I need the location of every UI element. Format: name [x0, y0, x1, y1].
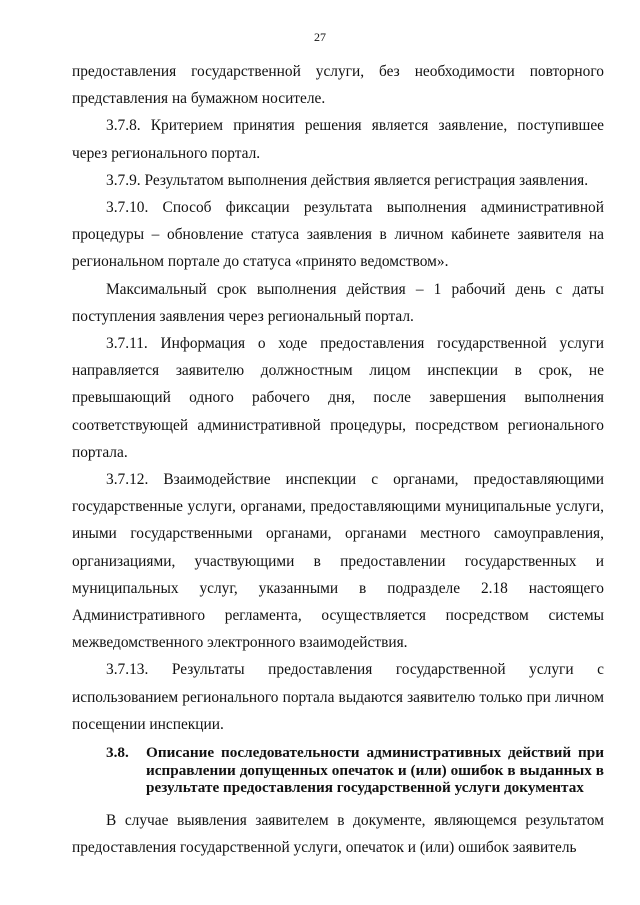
page-number: 27 — [314, 30, 326, 44]
paragraph-final: В случае выявления заявителем в документе, являющемся результатом предоставления государственной услуги, опечаток и (или) ошибок заявитель — [72, 811, 604, 856]
paragraph-max-term: Максимальный срок выполнения действия – 1 рабочий день с даты поступления заявления через региональный портал. — [72, 280, 604, 325]
section-heading-3-8 — [72, 744, 604, 797]
paragraph-3-7-12: 3.7.12. Взаимодействие инспекции с органами, предоставляющими государственные услуги, органами, предоставляющими муниципальные услуги, иными государственными органами, органами местного самоуправления, организациями, участвующими в предоставлении государственных и муниципальных услуг, указанными в подразделе 2.18 настоящего Административного регламента, осуществляется посредством системы межведомственного электронного взаимодействия. — [72, 471, 604, 652]
paragraph-3-7-11: 3.7.11. Информация о ходе предоставления государственной услуги направляется заявителю должностным лицом инспекции в срок, не превышающий одного рабочего дня, после завершения выполнения соответствующей административной процедуры, посредством регионального портала. — [72, 335, 604, 461]
paragraph-3-7-8: 3.7.8. Критерием принятия решения является заявление, поступившее через регионального портал. — [72, 117, 604, 162]
section-title: Описание последовательности административных действий при исправлении допущенных опечаток и (или) ошибок в выданных в результате предоставления государственной услуги документах — [146, 744, 604, 797]
paragraph-3-7-9: 3.7.9. Результатом выполнения действия является регистрация заявления. — [106, 171, 589, 189]
paragraph-continuation: предоставления государственной услуги, без необходимости повторного представления на бумажном носителе. — [72, 63, 604, 108]
paragraph-3-7-10: 3.7.10. Способ фиксации результата выполнения административной процедуры – обновление статуса заявления в личном кабинете заявителя на региональном портале до статуса «принято ведомством». — [72, 199, 604, 271]
section-number: 3.8. — [106, 744, 129, 762]
paragraph-3-7-13: 3.7.13. Результаты предоставления государственной услуги с использованием регионального портала выдаются заявителю только при личном посещении инспекции. — [72, 661, 604, 733]
document-body — [72, 58, 604, 861]
